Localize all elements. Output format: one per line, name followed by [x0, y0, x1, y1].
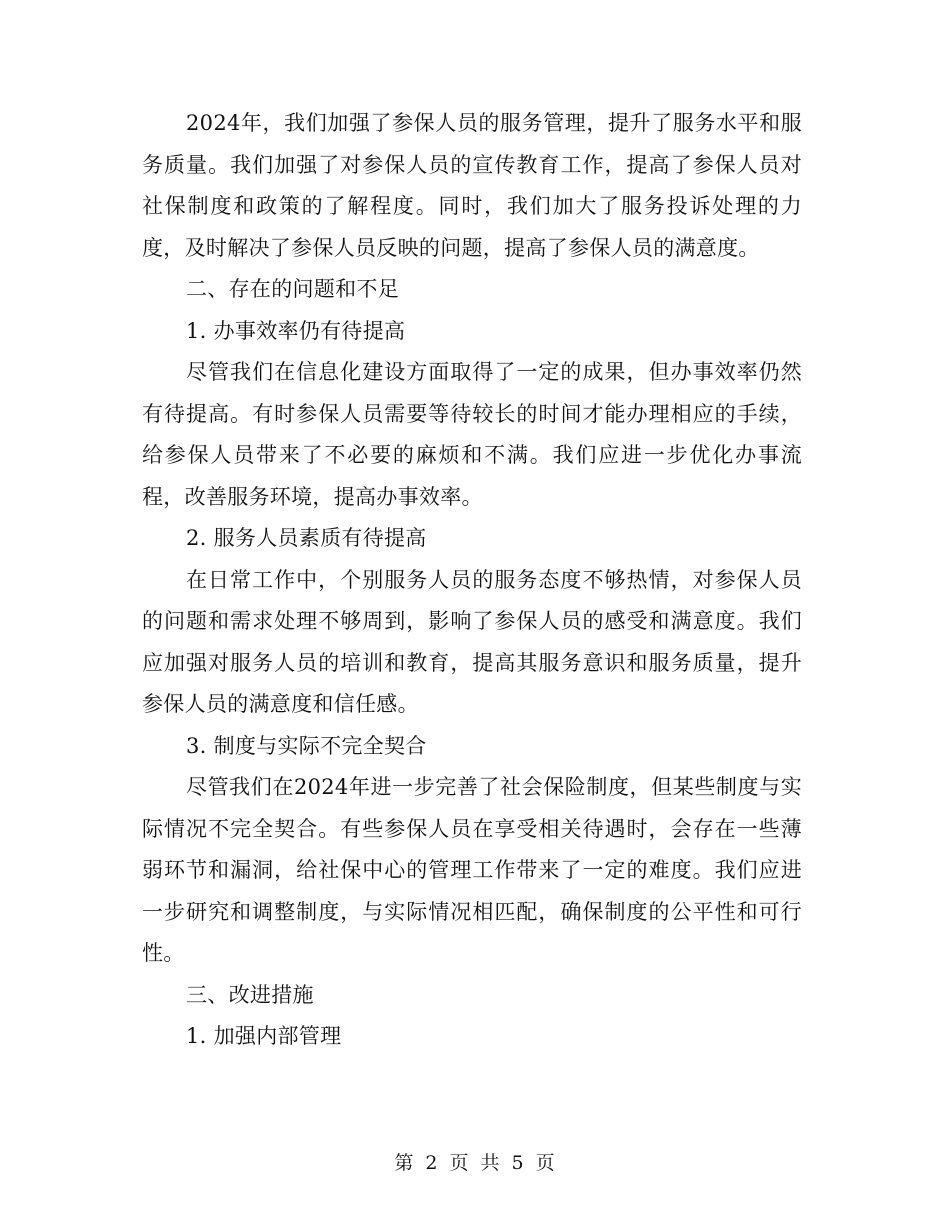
subheading-internal-management: 1. 加强内部管理 [186, 1024, 342, 1048]
subheading-system-fit: 3. 制度与实际不完全契合 [186, 733, 427, 758]
paragraph-service-management: 2024年，我们加强了参保人员的服务管理，提升了服务水平和服务质量。我们加强了对参保人员的宣传教育工作，提高了参保人员对社保制度和政策的了解程度。同时，我们加大了服务投诉处理的力度，及时解决了参保人员反映的问题，提高了参保人员的满意度。 [142, 111, 802, 260]
paragraph-system-fit: 尽管我们在2024年进一步完善了社会保险制度，但某些制度与实际情况不完全契合。有些参保人员在享受相关待遇时，会存在一些薄弱环节和漏洞，给社保中心的管理工作带来了一定的难度。我们应进一步研究和调整制度，与实际情况相匹配，确保制度的公平性和可行性。 [142, 775, 802, 965]
subheading-efficiency: 1. 办事效率仍有待提高 [186, 318, 406, 343]
subheading-staff-quality: 2. 服务人员素质有待提高 [186, 526, 427, 550]
section-heading-problems: 二、存在的问题和不足 [186, 277, 399, 301]
paragraph-staff-quality: 在日常工作中，个别服务人员的服务态度不够热情，对参保人员的问题和需求处理不够周到，影响了参保人员的感受和满意度。我们应加强对服务人员的培训和教育，提高其服务意识和服务质量，提升参保人员的满意度和信任感。 [142, 567, 802, 716]
paragraph-efficiency: 尽管我们在信息化建设方面取得了一定的成果，但办事效率仍然有待提高。有时参保人员需要等待较长的时间才能办理相应的手续，给参保人员带来了不必要的麻烦和不满。我们应进一步优化办事流程，改善服务环境，提高办事效率。 [142, 360, 802, 509]
page-number-footer: 第 2 页 共 5 页 [394, 1152, 556, 1174]
section-heading-improvements: 三、改进措施 [186, 982, 314, 1007]
document-body [142, 103, 802, 1058]
